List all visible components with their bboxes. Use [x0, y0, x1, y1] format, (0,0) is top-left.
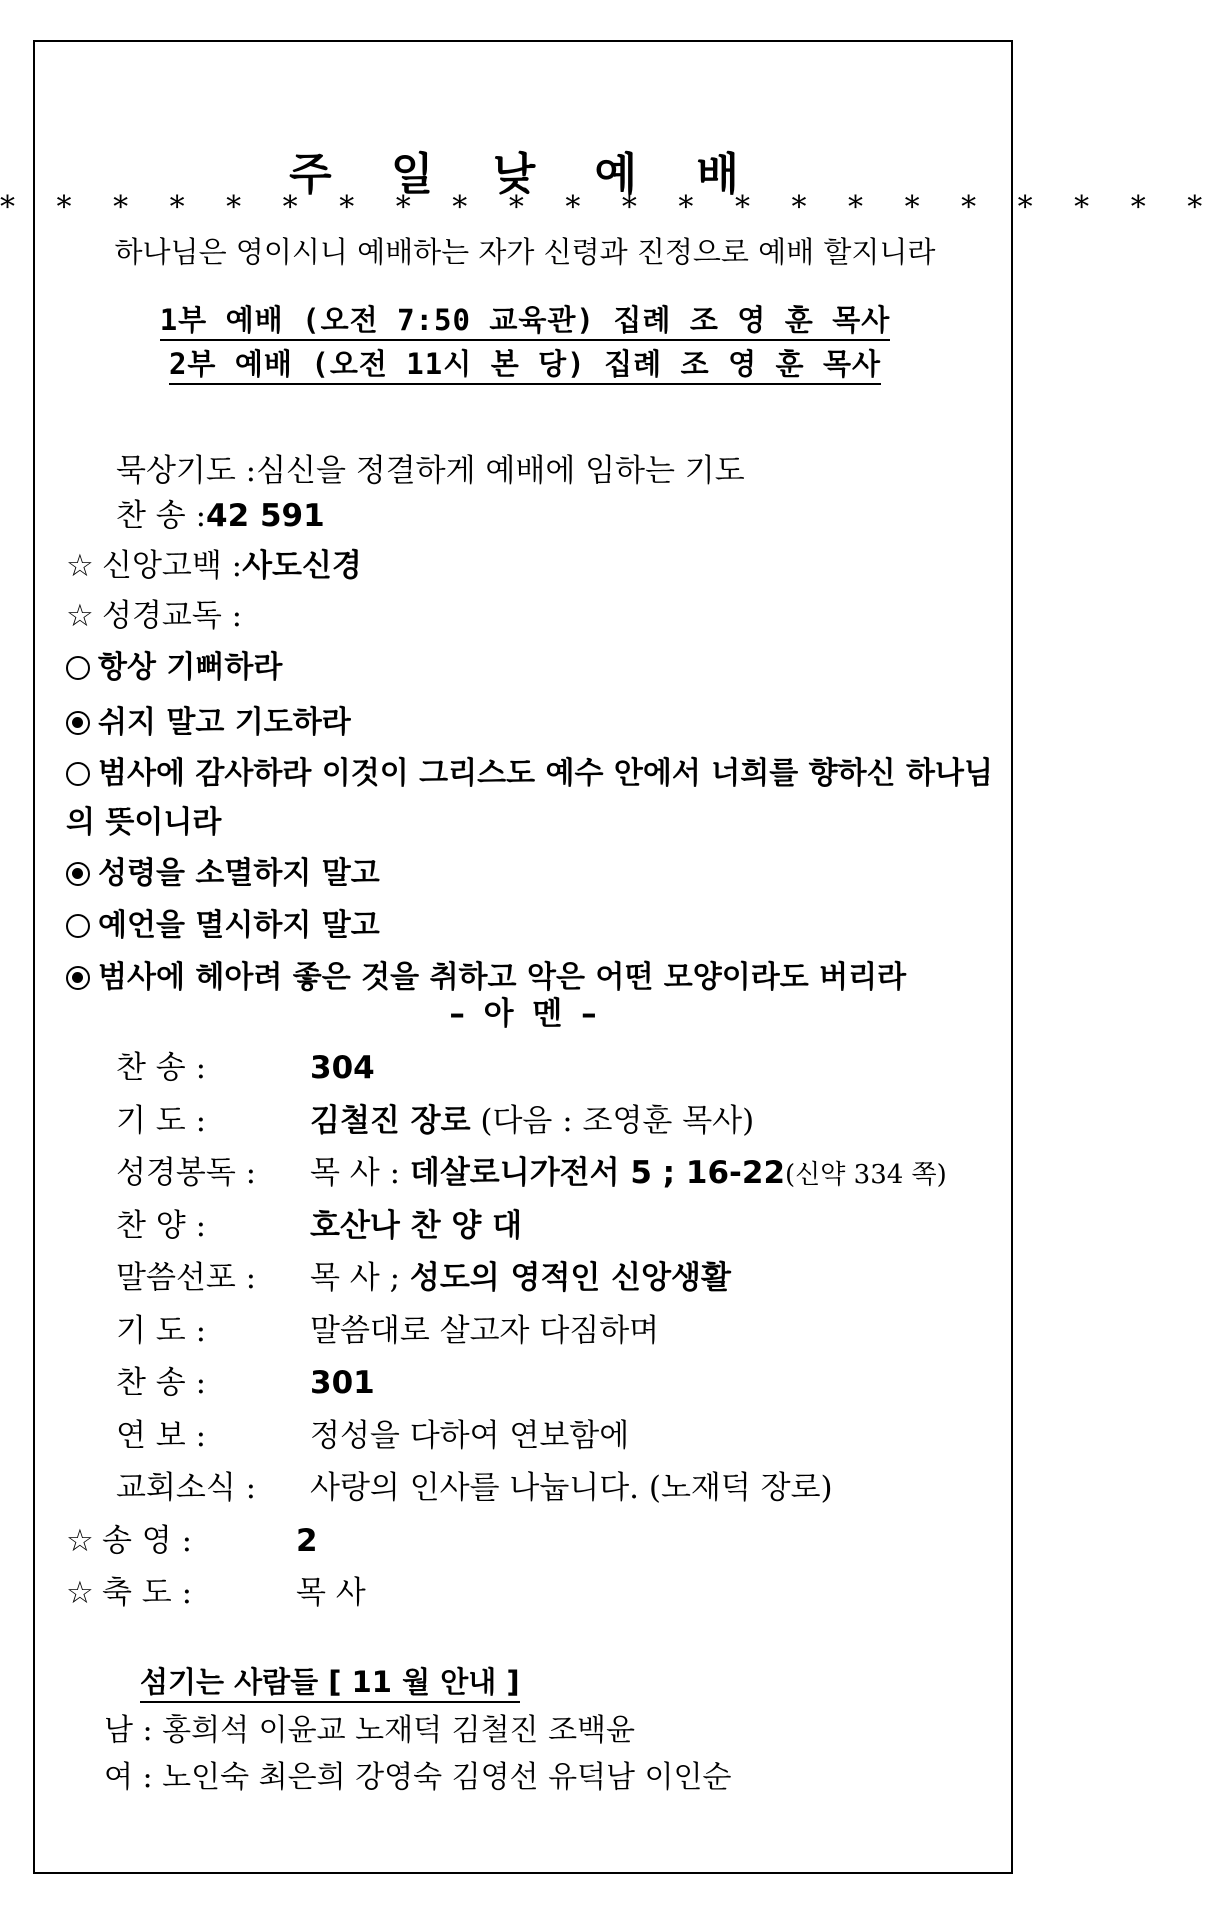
order-item [66, 540, 362, 585]
order-label: 성경교독 : [102, 598, 243, 634]
order-value-bold: 성도의 영적인 신앙생활 [409, 1260, 731, 1296]
filled-circle-icon [66, 862, 90, 886]
order-label: 찬 양 : [116, 1207, 207, 1244]
amen: – 아 멘 – [449, 996, 601, 1032]
order-value-bold: 301 [310, 1365, 375, 1401]
order-label: 신앙고백 : [102, 548, 243, 584]
order-item [116, 1462, 833, 1507]
order-item [116, 1305, 659, 1350]
reading-text: 의 뜻이니라 [66, 805, 222, 840]
circle-icon [66, 914, 90, 938]
order-value: 말씀대로 살고자 다짐하며 [310, 1312, 660, 1349]
order-label: 찬 송 : [116, 498, 207, 534]
order-value-bold: 304 [310, 1050, 375, 1086]
star-divider: * * * * * * * * * * * * * * * * * * * * * * [0, 190, 1218, 225]
reading-text: 항상 기뻐하라 [98, 650, 283, 685]
motto: 하나님은 영이시니 예배하는 자가 신령과 진정으로 예배 할지니라 [114, 235, 936, 269]
order-item [116, 1410, 629, 1455]
reading-text: 성령을 소멸하지 말고 [98, 856, 380, 891]
order-item [66, 1567, 366, 1612]
order-value-bold: 김철진 장로 [310, 1102, 471, 1139]
star-mark: ☆ [66, 548, 94, 584]
reading-text: 범사에 감사하라 이것이 그리스도 예수 안에서 너희를 향하신 하나님 [98, 756, 993, 791]
reading-line [66, 848, 380, 892]
order-label: 축 도 : [102, 1575, 193, 1611]
order-label: 말씀선포 : [116, 1260, 257, 1296]
order-prefix: 목 사 ; [310, 1260, 410, 1296]
order-value-bold: 호산나 찬 양 대 [310, 1207, 523, 1244]
filled-circle-icon [66, 711, 90, 735]
reading-text: 예언을 멸시하지 말고 [98, 908, 380, 943]
page-title: 주 일 낮 예 배 [289, 149, 761, 200]
order-item [116, 1200, 522, 1245]
order-value: 목 사 [296, 1575, 366, 1611]
filled-circle-icon [66, 966, 90, 990]
order-label: 찬 송 : [116, 1365, 207, 1401]
order-value: (다음 : 조영훈 목사) [470, 1102, 755, 1139]
servers-women: 여 : 노인숙 최은희 강영숙 김영선 유덕남 이인순 [104, 1760, 732, 1795]
circle-icon [66, 656, 90, 680]
star-mark: ☆ [66, 1522, 94, 1559]
order-label: 연 보 : [116, 1417, 207, 1454]
order-item [66, 590, 242, 635]
order-item [116, 1147, 947, 1192]
order-value: 심신을 정결하게 예배에 임하는 기도 [256, 453, 745, 489]
order-value-bold: 2 [296, 1522, 318, 1559]
order-value: (신약 334 쪽) [785, 1160, 947, 1190]
servers-title: 섬기는 사람들 [ 11 월 안내 ] [140, 1660, 520, 1701]
order-label: 성경봉독 : [116, 1155, 257, 1191]
reading-line [66, 900, 380, 944]
star-mark: ☆ [66, 598, 94, 634]
order-item [116, 1042, 375, 1087]
order-label: 묵상기도 : [116, 453, 257, 489]
order-value: 사도신경 [242, 548, 362, 584]
order-item [116, 1357, 375, 1402]
order-value: 정성을 다하여 연보함에 [310, 1417, 630, 1454]
reading-line [66, 642, 282, 686]
order-label: 찬 송 : [116, 1050, 207, 1086]
order-label: 송 영 : [102, 1522, 193, 1559]
reading-line [66, 697, 351, 741]
order-prefix: 목 사 : [310, 1155, 410, 1191]
order-item [116, 445, 745, 490]
order-label: 기 도 : [116, 1312, 207, 1349]
order-value-bold: 데살로니가전서 5 ; 16-22 [409, 1155, 786, 1191]
order-label: 기 도 : [116, 1102, 207, 1139]
reading-line [66, 797, 221, 841]
reading-line [66, 748, 993, 792]
reading-text: 쉬지 말고 기도하라 [98, 705, 351, 740]
reading-text: 범사에 헤아려 좋은 것을 취하고 악은 어떤 모양이라도 버리라 [98, 960, 907, 995]
order-value: 사랑의 인사를 나눕니다. (노재덕 장로) [310, 1470, 833, 1506]
circle-icon [66, 762, 90, 786]
star-mark: ☆ [66, 1575, 94, 1611]
service-2: 2부 예배 (오전 11시 본 당) 집례 조 영 훈 목사 [0, 342, 1050, 383]
service-1: 1부 예배 (오전 7:50 교육관) 집례 조 영 훈 목사 [0, 298, 1050, 339]
servers-men: 남 : 홍희석 이윤교 노재덕 김철진 조백윤 [104, 1713, 636, 1748]
order-item [116, 1095, 754, 1140]
order-item [116, 1252, 731, 1297]
order-value: 42 591 [206, 498, 325, 534]
order-item [66, 1515, 318, 1560]
order-item [116, 490, 325, 535]
order-label: 교회소식 : [116, 1470, 257, 1506]
